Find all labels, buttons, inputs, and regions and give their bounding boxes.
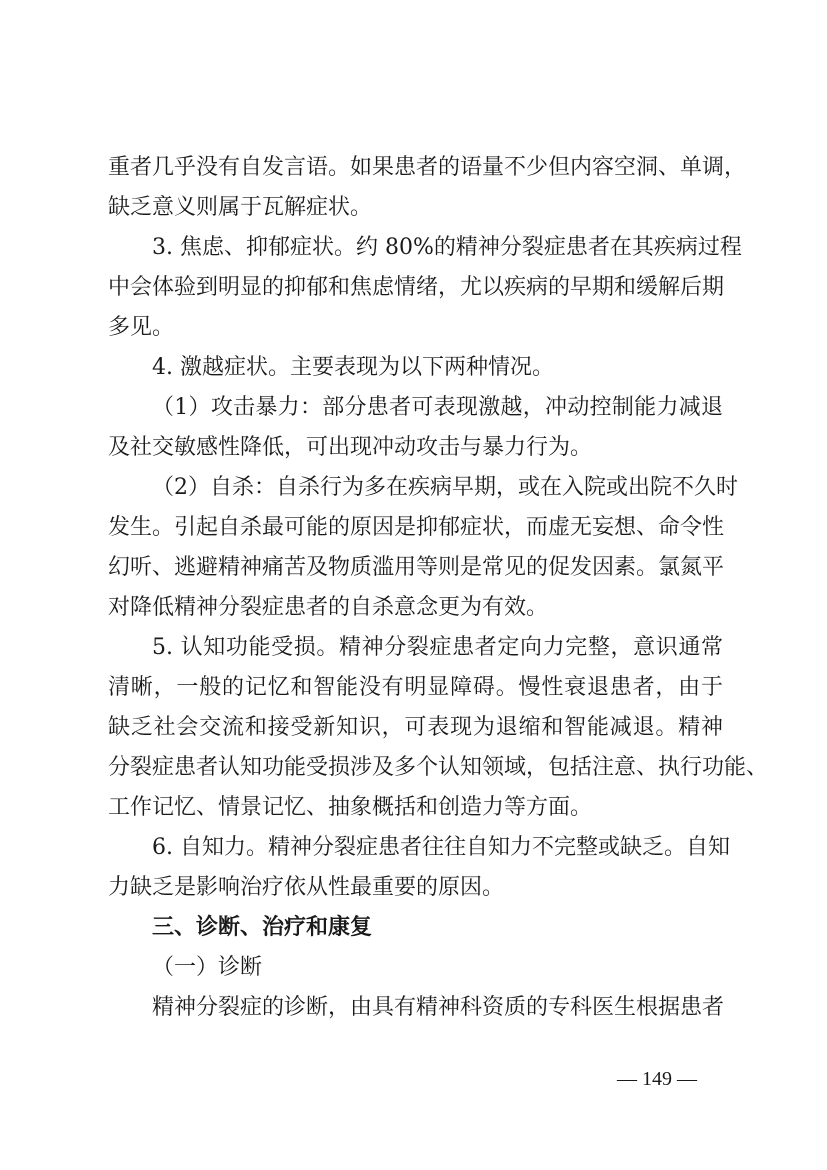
- text-line: 发生。引起自杀最可能的原因是抑郁症状，而虚无妄想、命令性: [108, 515, 725, 540]
- text-line: 重者几乎没有自发言语。如果患者的语量不少但内容空洞、单调，: [108, 155, 747, 180]
- text-line: 分裂症患者认知功能受损涉及多个认知领域，包括注意、执行功能、: [108, 755, 769, 780]
- text-line: 多见。: [108, 315, 175, 340]
- text-line: 清晰，一般的记忆和智能没有明显障碍。慢性衰退患者，由于: [108, 675, 723, 700]
- subsection-heading: （一）诊断: [152, 955, 263, 980]
- text-line: （1）攻击暴力：部分患者可表现激越，冲动控制能力减退: [152, 395, 723, 420]
- text-line: 3. 焦虑、抑郁症状。约 80%的精神分裂症患者在其疾病过程: [152, 235, 742, 260]
- text-line: 6. 自知力。精神分裂症患者往往自知力不完整或缺乏。自知: [152, 835, 730, 860]
- text-line: 幻听、逃避精神痛苦及物质滥用等则是常见的促发因素。氯氮平: [108, 555, 725, 580]
- section-heading: 三、诊断、治疗和康复: [152, 915, 373, 940]
- text-line: 中会体验到明显的抑郁和焦虑情绪，尤以疾病的早期和缓解后期: [108, 275, 725, 300]
- page-number: — 149 —: [617, 1068, 697, 1090]
- text-line: （2）自杀：自杀行为多在疾病早期，或在入院或出院不久时: [152, 475, 738, 500]
- text-line: 缺乏社会交流和接受新知识，可表现为退缩和智能减退。精神: [108, 715, 723, 740]
- text-line: 工作记忆、情景记忆、抽象概括和创造力等方面。: [108, 795, 593, 820]
- text-line: 对降低精神分裂症患者的自杀意念更为有效。: [108, 595, 549, 620]
- text-line: 5. 认知功能受损。精神分裂症患者定向力完整，意识通常: [152, 635, 723, 660]
- text-line: 及社交敏感性降低，可出现冲动攻击与暴力行为。: [108, 435, 593, 460]
- text-line: 精神分裂症的诊断，由具有精神科资质的专科医生根据患者: [152, 995, 725, 1020]
- text-line: 力缺乏是影响治疗依从性最重要的原因。: [108, 875, 505, 900]
- text-line: 4. 激越症状。主要表现为以下两种情况。: [152, 355, 554, 380]
- text-line: 缺乏意义则属于瓦解症状。: [108, 195, 373, 220]
